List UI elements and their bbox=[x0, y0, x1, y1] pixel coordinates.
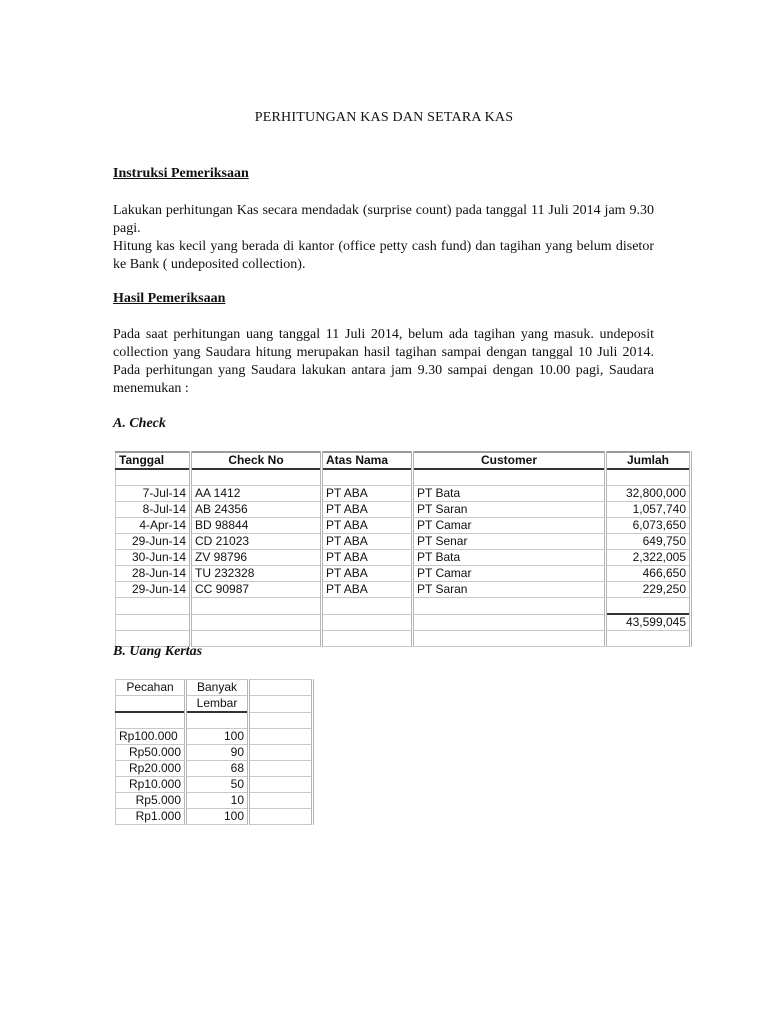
column-header-customer: Customer bbox=[413, 452, 606, 469]
cell-pecahan: Rp1.000 bbox=[116, 809, 186, 825]
check-table-header bbox=[116, 452, 691, 469]
cell-lembar: 100 bbox=[186, 809, 249, 825]
cell-jumlah: 229,250 bbox=[606, 582, 691, 598]
column-header-pecahan: Pecahan bbox=[116, 680, 186, 696]
cell-customer: PT Bata bbox=[413, 550, 606, 566]
cell-jumlah: 649,750 bbox=[606, 534, 691, 550]
cell-jumlah: 32,800,000 bbox=[606, 486, 691, 502]
column-header-atas-nama: Atas Nama bbox=[322, 452, 413, 469]
column-header-tanggal: Tanggal bbox=[116, 452, 191, 469]
cell-atas-nama: PT ABA bbox=[322, 566, 413, 582]
table-row bbox=[116, 486, 691, 502]
cell-pecahan: Rp20.000 bbox=[116, 761, 186, 777]
cell-check-no: BD 98844 bbox=[191, 518, 322, 534]
cell-check-no: TU 232328 bbox=[191, 566, 322, 582]
cell-customer: PT Bata bbox=[413, 486, 606, 502]
check-table bbox=[115, 451, 692, 647]
page-title: PERHITUNGAN KAS DAN SETARA KAS bbox=[254, 110, 514, 125]
cell-pecahan: Rp10.000 bbox=[116, 777, 186, 793]
uang-kertas-heading: B. Uang Kertas bbox=[113, 644, 203, 659]
cell-tanggal: 8-Jul-14 bbox=[116, 502, 191, 518]
table-row bbox=[116, 550, 691, 566]
cell-tanggal: 30-Jun-14 bbox=[116, 550, 191, 566]
cell-jumlah: 6,073,650 bbox=[606, 518, 691, 534]
uang-kertas-table bbox=[115, 679, 314, 825]
empty-row bbox=[116, 469, 691, 486]
check-section-heading: A. Check bbox=[113, 416, 166, 431]
cell-atas-nama: PT ABA bbox=[322, 518, 413, 534]
table-row bbox=[116, 566, 691, 582]
table-row bbox=[116, 745, 313, 761]
table-row bbox=[116, 518, 691, 534]
cell-customer: PT Saran bbox=[413, 502, 606, 518]
table-row bbox=[116, 809, 313, 825]
cell-check-no: CD 21023 bbox=[191, 534, 322, 550]
cell-atas-nama: PT ABA bbox=[322, 502, 413, 518]
cell-atas-nama: PT ABA bbox=[322, 550, 413, 566]
cell-pecahan: Rp5.000 bbox=[116, 793, 186, 809]
table-row bbox=[116, 729, 313, 745]
cell-tanggal: 7-Jul-14 bbox=[116, 486, 191, 502]
uang-kertas-header-2 bbox=[116, 696, 313, 713]
hasil-heading: Hasil Pemeriksaan bbox=[113, 291, 226, 306]
cell-jumlah: 1,057,740 bbox=[606, 502, 691, 518]
cell-jumlah: 466,650 bbox=[606, 566, 691, 582]
cell-lembar: 90 bbox=[186, 745, 249, 761]
cell-lembar: 100 bbox=[186, 729, 249, 745]
cell-lembar: 50 bbox=[186, 777, 249, 793]
column-header-check-no: Check No bbox=[191, 452, 322, 469]
column-header-jumlah: Jumlah bbox=[606, 452, 691, 469]
cell-check-no: CC 90987 bbox=[191, 582, 322, 598]
cell-check-no: ZV 98796 bbox=[191, 550, 322, 566]
instruksi-paragraph-1: Lakukan perhitungan Kas secara mendadak (surprise count) pada tanggal 11 Juli 2014 jam 9.30 pagi. bbox=[113, 203, 654, 236]
cell-lembar: 10 bbox=[186, 793, 249, 809]
cell-customer: PT Camar bbox=[413, 518, 606, 534]
cell-check-no: AA 1412 bbox=[191, 486, 322, 502]
table-row bbox=[116, 793, 313, 809]
cell-check-no: AB 24356 bbox=[191, 502, 322, 518]
cell-tanggal: 4-Apr-14 bbox=[116, 518, 191, 534]
cell-customer: PT Camar bbox=[413, 566, 606, 582]
cell-atas-nama: PT ABA bbox=[322, 534, 413, 550]
cell-tanggal: 29-Jun-14 bbox=[116, 582, 191, 598]
hasil-paragraph: Pada saat perhitungan uang tanggal 11 Juli 2014, belum ada tagihan yang masuk. undeposit collection yang Saudara hitung merupakan hasil tagihan sampai dengan tanggal 10 Juli 2014. Pada perhitungan yang Saudara lakukan antara jam 9.30 sampai dengan 10.00 pagi, Saudara menemukan : bbox=[113, 327, 654, 396]
table-row bbox=[116, 777, 313, 793]
cell-pecahan: Rp100.000 bbox=[116, 729, 186, 745]
empty-row bbox=[116, 712, 313, 729]
cell-atas-nama: PT ABA bbox=[322, 486, 413, 502]
column-header-lembar: Lembar bbox=[186, 696, 249, 713]
instruksi-paragraph-2: Hitung kas kecil yang berada di kantor (office petty cash fund) dan tagihan yang belum disetor ke Bank ( undeposited collection). bbox=[113, 239, 654, 272]
table-row bbox=[116, 582, 691, 598]
cell-tanggal: 29-Jun-14 bbox=[116, 534, 191, 550]
check-total: 43,599,045 bbox=[606, 614, 691, 631]
cell-pecahan: Rp50.000 bbox=[116, 745, 186, 761]
cell-atas-nama: PT ABA bbox=[322, 582, 413, 598]
table-row bbox=[116, 502, 691, 518]
column-header-banyak: Banyak bbox=[186, 680, 249, 696]
cell-lembar: 68 bbox=[186, 761, 249, 777]
table-row bbox=[116, 534, 691, 550]
cell-jumlah: 2,322,005 bbox=[606, 550, 691, 566]
cell-customer: PT Senar bbox=[413, 534, 606, 550]
total-row bbox=[116, 614, 691, 631]
instruksi-heading: Instruksi Pemeriksaan bbox=[113, 166, 249, 181]
uang-kertas-header-1 bbox=[116, 680, 313, 696]
table-row bbox=[116, 761, 313, 777]
cell-tanggal: 28-Jun-14 bbox=[116, 566, 191, 582]
empty-row bbox=[116, 598, 691, 615]
cell-customer: PT Saran bbox=[413, 582, 606, 598]
